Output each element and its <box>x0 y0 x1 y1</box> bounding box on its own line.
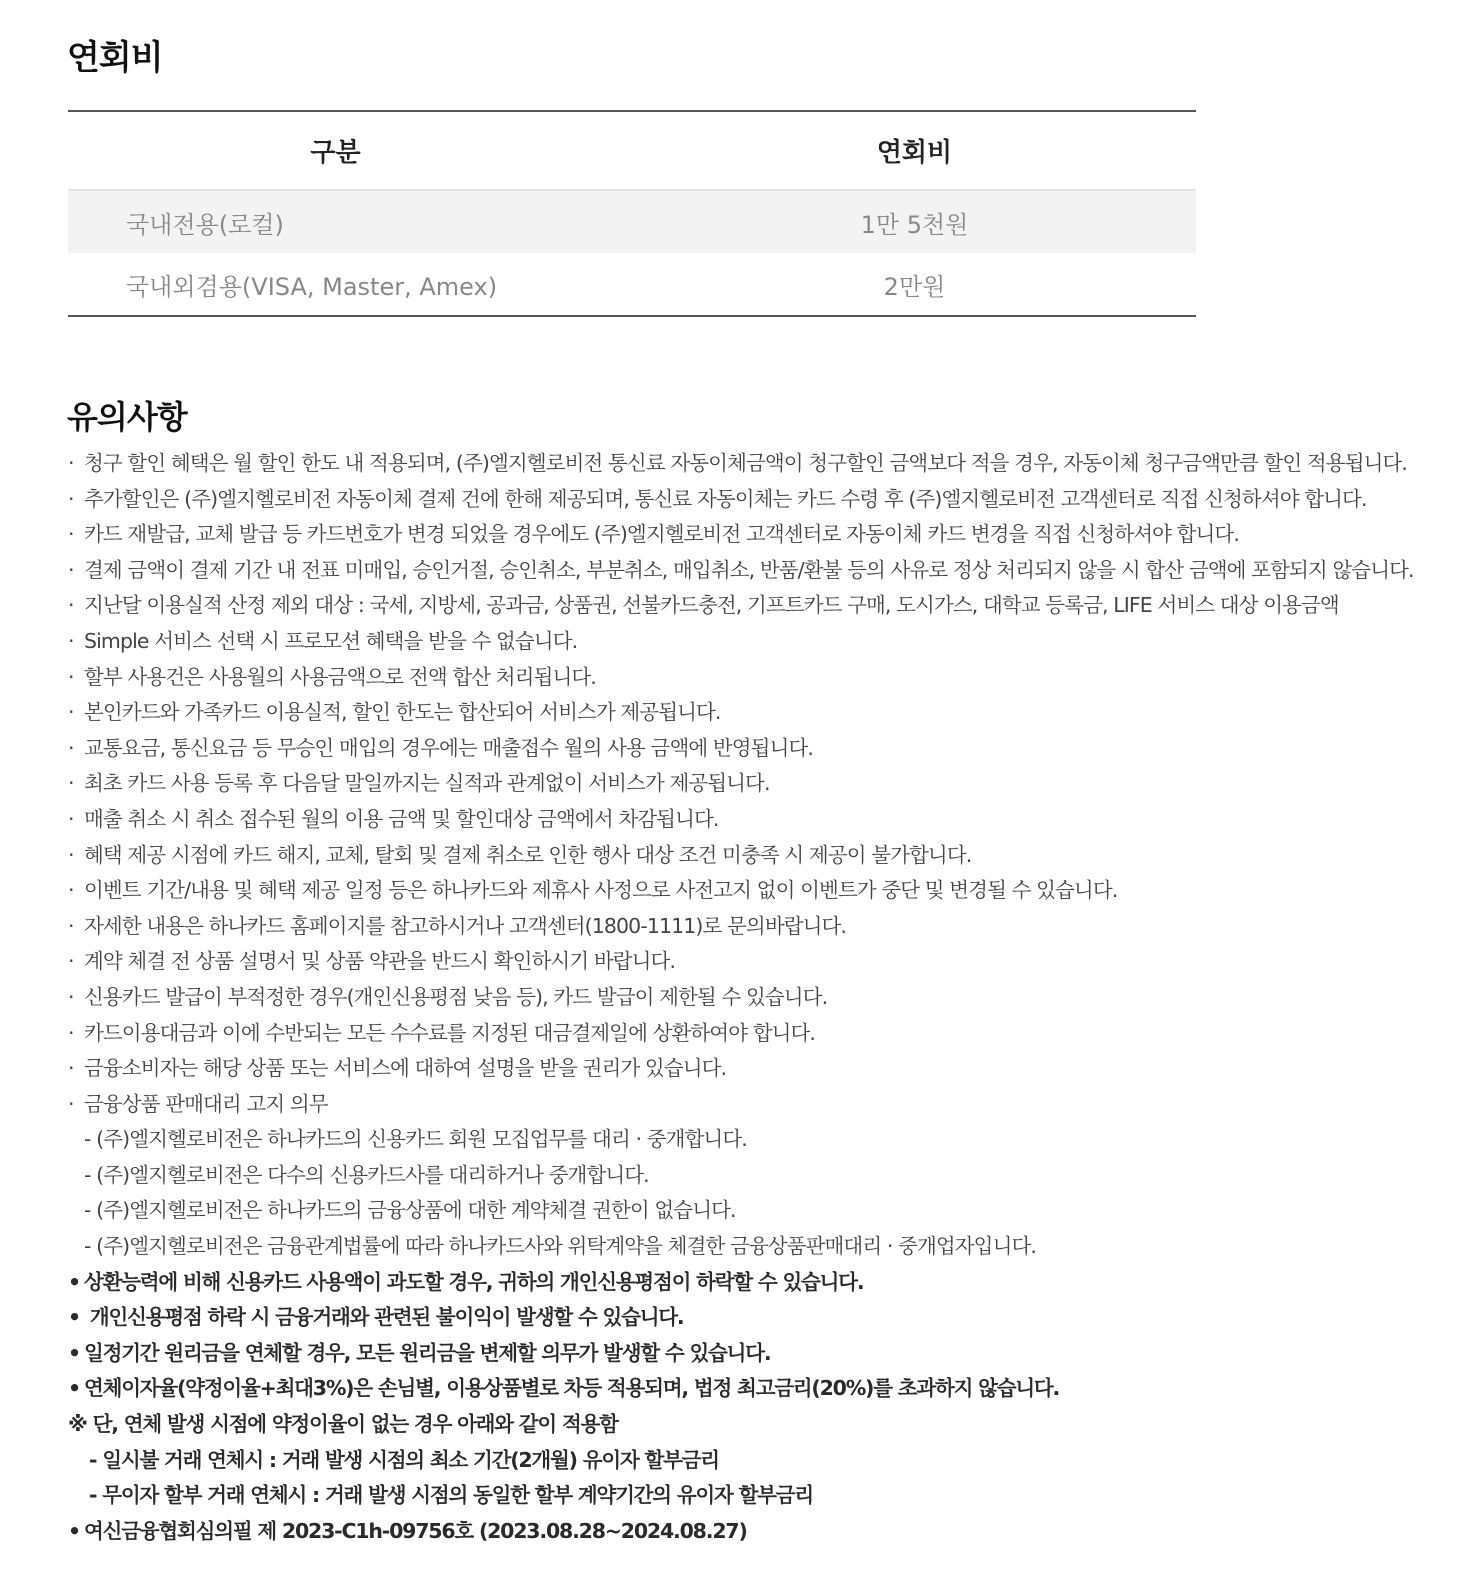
bullet-icon: · <box>68 522 74 547</box>
list-item <box>68 695 1468 731</box>
table-row <box>68 190 1196 253</box>
list-item <box>68 838 1468 874</box>
list-item <box>68 553 1468 589</box>
bullet-icon: • <box>68 1269 80 1294</box>
column-header-fee: 연회비 <box>633 111 1196 190</box>
fee-cell: 1만 5천원 <box>633 190 1196 253</box>
note-text: 할부 사용건은 사용월의 사용금액으로 전액 합산 처리됩니다. <box>84 664 596 689</box>
card-type-cell: 국내전용(로컬) <box>68 190 633 253</box>
list-item <box>68 517 1468 553</box>
agency-item: - (주)엘지헬로비전은 하나카드의 금융상품에 대한 계약체결 권한이 없습니다. <box>84 1198 736 1223</box>
list-item <box>68 588 1468 624</box>
agency-item: - (주)엘지헬로비전은 하나카드의 신용카드 회원 모집업무를 대리 · 중개합니다. <box>84 1127 747 1152</box>
note-text: 금융상품 판매대리 고지 의무 <box>84 1091 328 1116</box>
bullet-icon: · <box>68 451 74 475</box>
table-row <box>68 253 1196 316</box>
list-item <box>68 909 1468 945</box>
note-text: 카드이용대금과 이에 수반되는 모든 수수료를 지정된 대금결제일에 상환하여야 합니다. <box>84 1020 816 1045</box>
warning-text: 일정기간 원리금을 연체할 경우, 모든 원리금을 변제할 의무가 발생할 수 있습니다. <box>84 1340 771 1365</box>
note-text: 이벤트 기간/내용 및 혜택 제공 일정 등은 하나카드와 제휴사 사정으로 사전고지 없이 이벤트가 중단 및 변경될 수 있습니다. <box>84 878 1118 903</box>
agency-item: - (주)엘지헬로비전은 금융관계법률에 따라 하나카드사와 위탁계약을 체결한 금융상품판매대리 · 중개업자입니다. <box>84 1234 1037 1259</box>
notes-list <box>68 446 1468 1549</box>
bullet-icon: · <box>68 984 74 1009</box>
bullet-icon: · <box>68 486 74 511</box>
list-item <box>68 766 1468 802</box>
notes-title: 유의사항 <box>67 398 187 436</box>
bullet-icon: · <box>68 593 74 618</box>
annual-fee-title: 연회비 <box>67 38 163 78</box>
note-text: 교통요금, 통신요금 등 무승인 매입의 경우에는 매출접수 월의 사용 금액에 반영됩니다. <box>84 735 813 760</box>
warning-text: 연체이자율(약정이율+최대3%)은 손님별, 이용상품별로 차등 적용되며, 법정 최고금리(20%)를 초과하지 않습니다. <box>84 1376 1060 1401</box>
column-header-type: 구분 <box>68 111 633 190</box>
bullet-icon: · <box>68 949 74 974</box>
warning-text: 상환능력에 비해 신용카드 사용액이 과도할 경우, 귀하의 개인신용평점이 하락할 수 있습니다. <box>84 1269 864 1294</box>
list-item <box>68 660 1468 696</box>
note-text: 본인카드와 가족카드 이용실적, 할인 한도는 합산되어 서비스가 제공됩니다. <box>84 700 721 725</box>
bullet-icon: · <box>68 913 74 938</box>
note-text: 카드 재발급, 교체 발급 등 카드번호가 변경 되었을 경우에도 (주)엘지헬로비전 고객센터로 자동이체 카드 변경을 직접 신청하셔야 합니다. <box>84 522 1239 547</box>
agency-item: - (주)엘지헬로비전은 다수의 신용카드사를 대리하거나 중개합니다. <box>84 1162 649 1187</box>
list-item <box>68 482 1468 518</box>
bullet-icon: · <box>68 771 74 796</box>
warning-item <box>68 1371 1468 1407</box>
note-text: 계약 체결 전 상품 설명서 및 상품 약관을 반드시 확인하시기 바랍니다. <box>84 949 676 974</box>
note-text: 금융소비자는 해당 상품 또는 서비스에 대하여 설명을 받을 권리가 있습니다. <box>84 1056 727 1081</box>
list-item <box>68 1051 1468 1087</box>
bullet-icon: · <box>68 878 74 903</box>
note-text: 추가할인은 (주)엘지헬로비전 자동이체 결제 건에 한해 제공되며, 통신료 자동이체는 카드 수령 후 (주)엘지헬로비전 고객센터로 직접 신청하셔야 합니다. <box>84 486 1367 511</box>
note-text: Simple 서비스 선택 시 프로모션 혜택을 받을 수 없습니다. <box>84 628 578 653</box>
list-item <box>68 624 1468 660</box>
note-text: 청구 할인 혜택은 월 할인 한도 내 적용되며, (주)엘지헬로비전 통신료 자동이체금액이 청구할인 금액보다 적을 경우, 자동이체 청구금액만큼 할인 적용됩니다. <box>84 451 1408 475</box>
bullet-icon: · <box>68 1056 74 1081</box>
bullet-icon: • <box>68 1305 80 1330</box>
list-item <box>68 1087 1468 1123</box>
approval-item <box>68 1514 1468 1550</box>
overdue-sub-item: - 일시불 거래 연체시 : 거래 발생 시점의 최소 기간(2개월) 유이자 할부금리 <box>89 1447 719 1472</box>
bullet-icon: · <box>68 700 74 725</box>
list-item <box>68 802 1468 838</box>
bullet-icon: · <box>68 664 74 689</box>
bullet-icon: · <box>68 842 74 867</box>
list-item <box>68 944 1468 980</box>
note-text: 최초 카드 사용 등록 후 다음달 말일까지는 실적과 관계없이 서비스가 제공됩니다. <box>84 771 770 796</box>
list-item <box>68 1016 1468 1052</box>
note-text: 지난달 이용실적 산정 제외 대상 : 국세, 지방세, 공과금, 상품권, 선불카드충전, 기프트카드 구매, 도시가스, 대학교 등록금, LIFE 서비스 대상 이용금액 <box>84 593 1339 618</box>
overdue-sub-item: - 무이자 할부 거래 연체시 : 거래 발생 시점의 동일한 할부 계약기간의 유이자 할부금리 <box>89 1483 813 1508</box>
bullet-icon: · <box>68 557 74 582</box>
annual-fee-table <box>68 110 1196 317</box>
warning-item <box>68 1300 1468 1336</box>
bullet-icon: • <box>68 1376 80 1401</box>
bullet-icon: · <box>68 1020 74 1045</box>
note-text: 신용카드 발급이 부적정한 경우(개인신용평점 낮음 등), 카드 발급이 제한될 수 있습니다. <box>84 984 828 1009</box>
list-item <box>68 446 1468 482</box>
warning-item <box>68 1265 1468 1301</box>
note-text: 혜택 제공 시점에 카드 해지, 교체, 탈회 및 결제 취소로 인한 행사 대상 조건 미충족 시 제공이 불가합니다. <box>84 842 972 867</box>
bullet-icon: · <box>68 735 74 760</box>
warning-text: 개인신용평점 하락 시 금융거래와 관련된 불이익이 발생할 수 있습니다. <box>84 1305 684 1330</box>
overdue-note: ※ 단, 연체 발생 시점에 약정이율이 없는 경우 아래와 같이 적용함 <box>68 1412 618 1437</box>
note-text: 자세한 내용은 하나카드 홈페이지를 참고하시거나 고객센터(1800-1111)로 문의바랍니다. <box>84 913 847 938</box>
bullet-icon: • <box>68 1340 80 1365</box>
bullet-icon: • <box>68 1518 80 1543</box>
bullet-icon: · <box>68 628 74 653</box>
bullet-icon: · <box>68 1091 74 1116</box>
note-text: 매출 취소 시 취소 접수된 월의 이용 금액 및 할인대상 금액에서 차감됩니다. <box>84 806 719 831</box>
fee-cell: 2만원 <box>883 272 946 301</box>
bullet-icon: · <box>68 806 74 831</box>
list-item <box>68 873 1468 909</box>
warning-item <box>68 1336 1468 1372</box>
list-item <box>68 980 1468 1016</box>
card-type-cell: 국내외겸용(VISA, Master, Amex) <box>126 272 498 301</box>
approval-text: 여신금융협회심의필 제 2023-C1h-09756호 (2023.08.28~2024.08.27) <box>84 1518 747 1543</box>
list-item <box>68 731 1468 767</box>
table-header-row <box>68 111 1196 190</box>
note-text: 결제 금액이 결제 기간 내 전표 미매입, 승인거절, 승인취소, 부분취소, 매입취소, 반품/환불 등의 사유로 정상 처리되지 않을 시 합산 금액에 포함되지 않습니다. <box>84 557 1414 582</box>
